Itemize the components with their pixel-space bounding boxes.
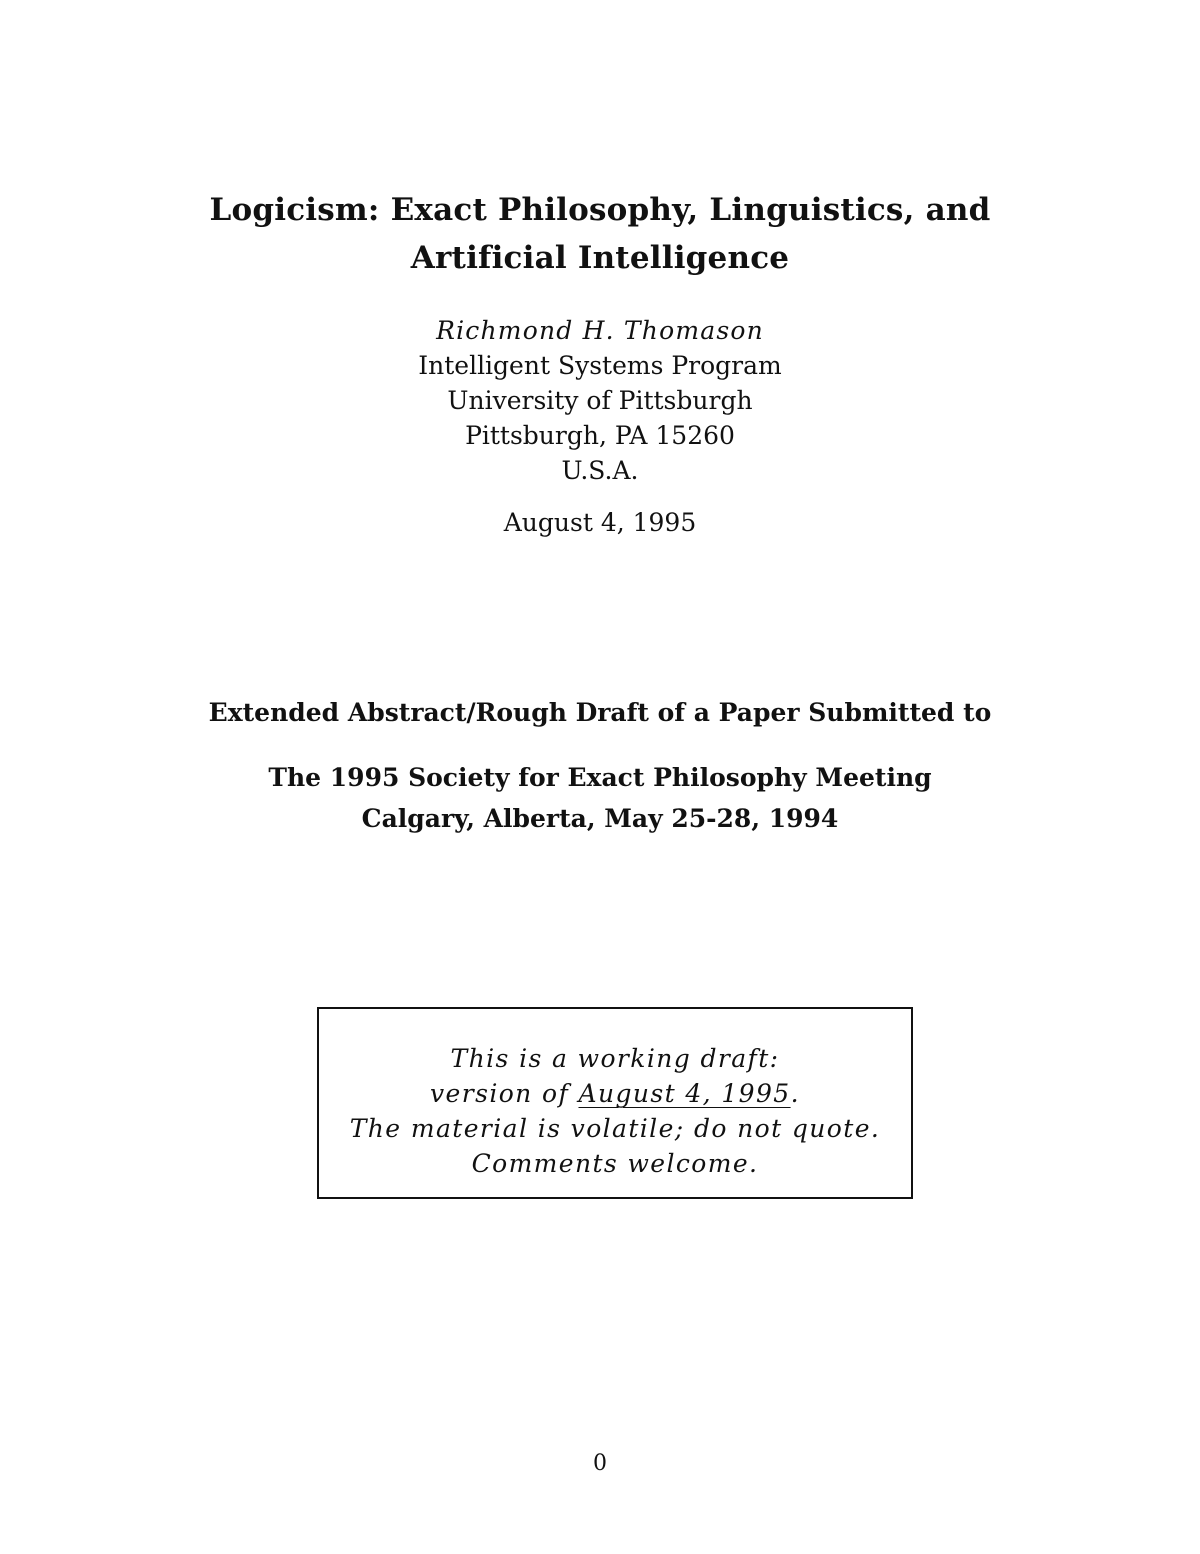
draft-version-prefix: version of	[430, 1079, 579, 1108]
page-number: 0	[593, 1451, 607, 1476]
affiliation-university: University of Pittsburgh	[447, 386, 753, 415]
draft-notice-line-3: The material is volatile; do not quote.	[349, 1114, 881, 1143]
draft-notice-box	[317, 1007, 913, 1199]
draft-version-suffix: .	[790, 1079, 800, 1108]
meeting-location: Calgary, Alberta, May 25-28, 1994	[361, 804, 839, 833]
affiliation-program: Intelligent Systems Program	[418, 351, 782, 380]
draft-notice-text	[319, 1041, 911, 1181]
paper-date: August 4, 1995	[503, 508, 697, 537]
author-block	[0, 313, 1200, 488]
submission-heading: Extended Abstract/Rough Draft of a Paper Submitted to	[208, 698, 992, 727]
draft-version-date: August 4, 1995	[578, 1079, 791, 1108]
affiliation-country: U.S.A.	[561, 456, 639, 485]
draft-notice-line-4: Comments welcome.	[471, 1149, 759, 1178]
paper-title	[0, 186, 1200, 282]
meeting-name: The 1995 Society for Exact Philosophy Meeting	[268, 763, 932, 792]
draft-notice-line-1: This is a working draft:	[450, 1044, 780, 1073]
title-line-1: Logicism: Exact Philosophy, Linguistics, and	[209, 192, 991, 228]
affiliation-city: Pittsburgh, PA 15260	[465, 421, 735, 450]
meeting-info	[0, 757, 1200, 839]
author-name: Richmond H. Thomason	[436, 316, 764, 345]
draft-notice-line-2	[319, 1076, 911, 1111]
title-line-2: Artificial Intelligence	[410, 240, 790, 276]
